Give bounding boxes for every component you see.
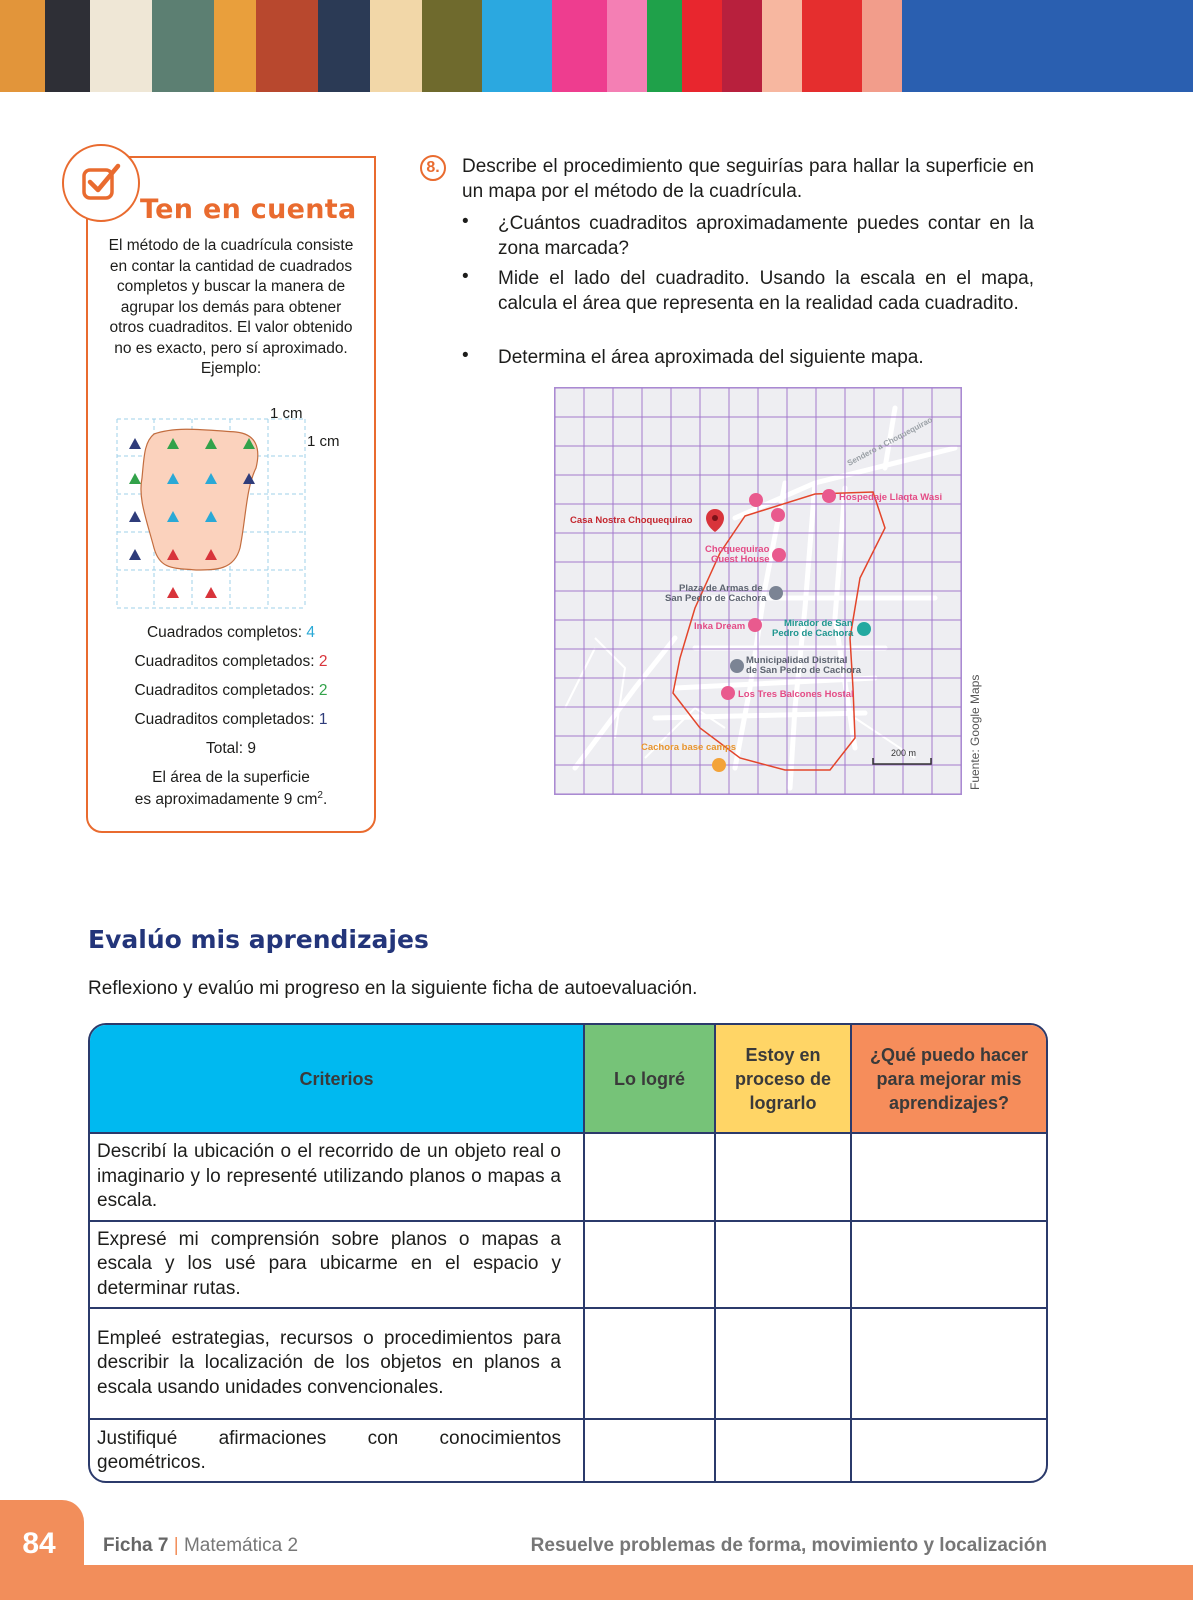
pin-icon xyxy=(748,618,762,632)
table-row xyxy=(90,1419,1046,1482)
area-line-2: es aproximadamente 9 $cm^2$. xyxy=(134,790,328,809)
banner-stripe xyxy=(152,0,214,92)
banner-stripe xyxy=(682,0,722,92)
building-icon xyxy=(730,659,744,673)
table-row xyxy=(90,1308,1046,1419)
area-line-1: El área de la superficie xyxy=(152,769,310,786)
pin-icon xyxy=(749,493,763,507)
label-guest-1: Choquequirao xyxy=(705,544,770,555)
count-row-1: Cuadrados completos: 4 xyxy=(146,624,316,641)
criterion-cell: Describí la ubicación o el recorrido de un objeto real o imaginario y lo representé utilizando planos o mapas a escala. xyxy=(90,1133,584,1221)
mejorar-cell[interactable] xyxy=(851,1221,1046,1309)
criterion-cell: Expresé mi comprensión sobre planos o mapas a escala y los usé para ubicarme en el espacio y determinar rutas. xyxy=(90,1221,584,1309)
scale-label-side: 1 cm xyxy=(307,433,340,450)
tip-title: Ten en cuenta xyxy=(140,194,357,225)
criterion-cell: Justifiqué afirmaciones con conocimientos geométricos. xyxy=(90,1419,584,1482)
footer-right: Resuelve problemas de forma, movimiento y localización xyxy=(530,1535,1047,1556)
bullet-2: Mide el lado del cuadradito. Usando la escala en el mapa, calcula el área que representa en la realidad cada cuadradito. xyxy=(498,268,1034,314)
en-proceso-cell[interactable] xyxy=(715,1133,851,1221)
tip-text: El método de la cuadrícula consiste en contar la cantidad de cuadrados completos y buscar la manera de agrupar los demás para obtener otros cuadraditos. El valor obtenido no es exacto, pero sí aproximado. Ejemplo: xyxy=(108,237,354,377)
header-en-proceso: Estoy en proceso de lograrlo xyxy=(715,1025,851,1133)
banner-stripe xyxy=(214,0,256,92)
map-source: Fuente: Google Maps xyxy=(968,674,982,790)
label-plaza-1: Plaza de Armas de xyxy=(679,583,763,594)
banner-stripe xyxy=(647,0,682,92)
count-row-2: Cuadraditos completados: 2 xyxy=(134,653,328,670)
label-sendero: Sendero a Choquequirao xyxy=(845,415,934,468)
label-hospedaje: Hospedaje Llaqta Wasi xyxy=(839,492,943,503)
scale-bar xyxy=(873,758,931,764)
label-inka-dream: Inka Dream xyxy=(694,621,746,632)
en-proceso-cell[interactable] xyxy=(715,1419,851,1482)
label-guest-2: Guest House xyxy=(711,554,770,565)
mejorar-cell[interactable] xyxy=(851,1419,1046,1482)
section-title: Evalúo mis aprendizajes xyxy=(88,925,429,954)
banner-stripe xyxy=(422,0,482,92)
header-mejorar: ¿Qué puedo hacer para mejorar mis aprendizajes? xyxy=(851,1025,1046,1133)
banner-stripe xyxy=(552,0,607,92)
count-row-3: Cuadraditos completados: 2 xyxy=(134,682,328,699)
label-plaza-2: San Pedro de Cachora xyxy=(665,593,767,604)
banner-stripe xyxy=(256,0,318,92)
banner-stripe xyxy=(862,0,902,92)
lo-logre-cell[interactable] xyxy=(584,1133,715,1221)
label-balcones: Los Tres Balcones Hostal xyxy=(738,689,854,700)
label-mirador-2: Pedro de Cachora xyxy=(772,628,854,639)
pin-icon xyxy=(822,489,836,503)
table-row xyxy=(90,1221,1046,1309)
footer-band xyxy=(0,1565,1193,1600)
question-number: 8. xyxy=(420,155,446,181)
page-number: 84 xyxy=(22,1527,56,1560)
mejorar-cell[interactable] xyxy=(851,1133,1046,1221)
hotel-icon xyxy=(771,508,785,522)
scale-label-top: 1 cm xyxy=(270,405,303,422)
banner-stripe xyxy=(90,0,152,92)
banner-stripe xyxy=(318,0,370,92)
bullet-1: ¿Cuántos cuadraditos aproximadamente puedes contar en la zona marcada? xyxy=(498,213,1034,259)
header-lo-logre: Lo logré xyxy=(584,1025,715,1133)
bullet-3: Determina el área aproximada del siguiente mapa. xyxy=(498,347,924,368)
bullet-icon: • xyxy=(462,345,469,366)
bullet-icon: • xyxy=(462,266,469,287)
lo-logre-cell[interactable] xyxy=(584,1308,715,1419)
question-text: Describe el procedimiento que seguirías para hallar la superficie en un mapa por el método de la cuadrícula. xyxy=(462,156,1034,202)
banner-stripe xyxy=(802,0,862,92)
irregular-shape xyxy=(141,429,258,570)
mejorar-cell[interactable] xyxy=(851,1308,1046,1419)
section-intro: Reflexiono y evalúo mi progreso en la siguiente ficha de autoevaluación. xyxy=(88,978,698,999)
label-casa-nostra: Casa Nostra Choquequirao xyxy=(570,515,693,526)
banner-stripe xyxy=(0,0,45,92)
banner-stripe xyxy=(762,0,802,92)
self-assessment-table xyxy=(88,1023,1048,1483)
banner-stripe xyxy=(370,0,422,92)
label-cachora-base: Cachora base camps xyxy=(641,742,737,753)
criterion-cell: Empleé estrategias, recursos o procedimientos para describir la localización de los objetos en planos a escala usando unidades convencionales. xyxy=(90,1308,584,1419)
table-row xyxy=(90,1133,1046,1221)
grid-method-example xyxy=(116,418,306,610)
banner-stripe xyxy=(482,0,552,92)
count-row-4: Cuadraditos completados: 1 xyxy=(134,711,328,728)
banner-stripe xyxy=(902,0,1193,92)
decorative-banner xyxy=(0,0,1193,92)
scale-label: 200 m xyxy=(891,748,917,758)
en-proceso-cell[interactable] xyxy=(715,1308,851,1419)
header-criterios: Criterios xyxy=(90,1025,584,1133)
viewpoint-icon xyxy=(857,622,871,636)
bullet-icon: • xyxy=(462,211,469,232)
banner-stripe xyxy=(607,0,647,92)
label-muni-1: Municipalidad Distrital xyxy=(746,655,848,666)
landmark-icon xyxy=(769,586,783,600)
label-mirador-1: Mirador de San xyxy=(784,618,853,629)
checklist-icon xyxy=(62,144,140,222)
en-proceso-cell[interactable] xyxy=(715,1221,851,1309)
lo-logre-cell[interactable] xyxy=(584,1221,715,1309)
label-muni-2: de San Pedro de Cachora xyxy=(746,665,862,676)
banner-stripe xyxy=(45,0,90,92)
banner-stripe xyxy=(722,0,762,92)
pin-icon xyxy=(721,686,735,700)
total-line: Total: 9 xyxy=(206,740,256,757)
grid-map xyxy=(554,387,962,795)
pin-icon xyxy=(772,548,786,562)
footer-left: Ficha 7 | Matemática 2 xyxy=(103,1535,299,1556)
restaurant-icon xyxy=(712,758,726,772)
lo-logre-cell[interactable] xyxy=(584,1419,715,1482)
